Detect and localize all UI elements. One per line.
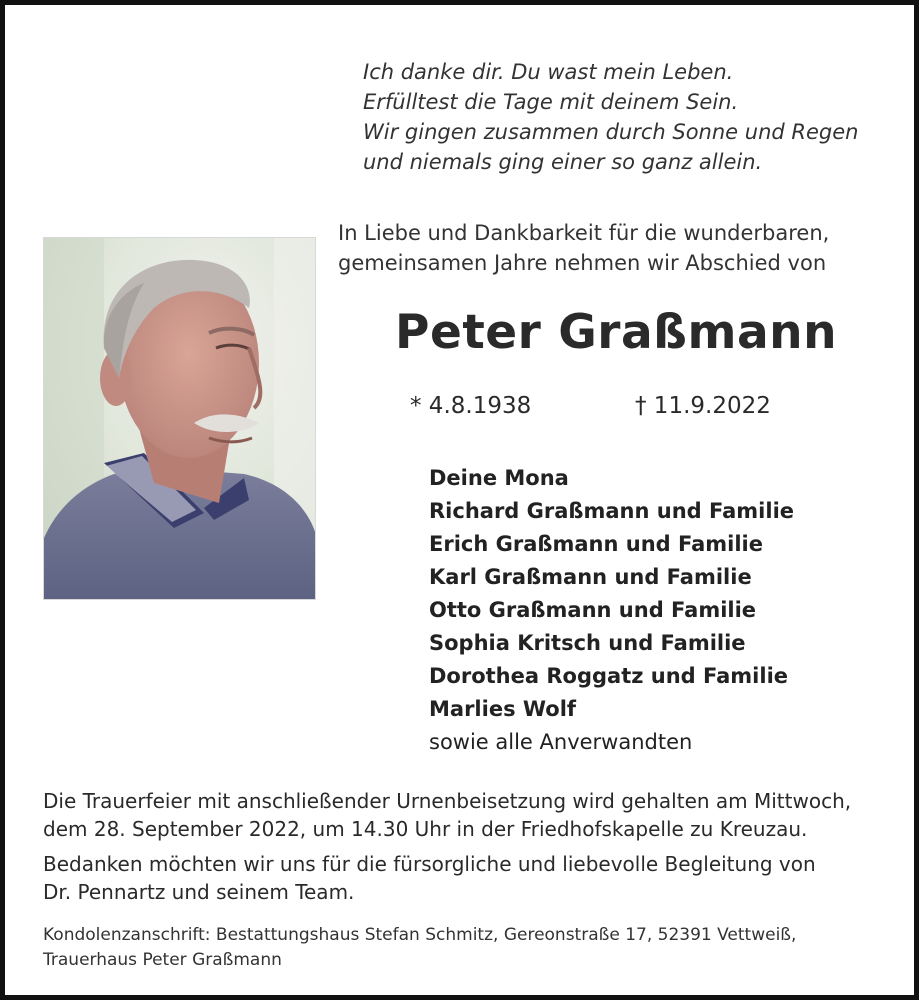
poem-line: Wir gingen zusammen durch Sonne und Regen — [363, 120, 859, 144]
condolence-line: Kondolenzanschrift: Bestattungshaus Stefan Schmitz, Gereonstraße 17, 52391 Vettweiß, — [43, 925, 797, 945]
portrait-photo — [43, 237, 316, 600]
mourner: Erich Graßmann und Familie — [429, 532, 763, 556]
thanks-text — [43, 850, 903, 906]
mourner: Deine Mona — [429, 466, 569, 490]
intro-text — [338, 218, 878, 278]
thanks-line: Dr. Pennartz und seinem Team. — [43, 880, 355, 904]
mourner: Dorothea Roggatz und Familie — [429, 664, 789, 688]
death-date: † 11.9.2022 — [635, 393, 771, 419]
poem-line: und niemals ging einer so ganz allein. — [363, 150, 763, 174]
poem-line: Ich danke dir. Du wast mein Leben. — [363, 60, 734, 84]
thanks-line: Bedanken möchten wir uns für die fürsorgliche und liebevolle Begleitung von — [43, 852, 816, 876]
mourner: Marlies Wolf — [429, 697, 577, 721]
service-line: Die Trauerfeier mit anschließender Urnenbeisetzung wird gehalten am Mittwoch, — [43, 789, 852, 813]
deceased-name: Peter Graßmann — [395, 305, 838, 360]
mourner: Otto Graßmann und Familie — [429, 598, 757, 622]
condolence-address — [43, 923, 903, 973]
mourners-list — [429, 462, 794, 759]
condolence-line: Trauerhaus Peter Graßmann — [43, 950, 282, 970]
relatives-line: sowie alle Anverwandten — [429, 730, 693, 754]
service-line: dem 28. September 2022, um 14.30 Uhr in der Friedhofskapelle zu Kreuzau. — [43, 817, 808, 841]
birth-date: * 4.8.1938 — [410, 393, 532, 419]
mourner: Sophia Kritsch und Familie — [429, 631, 746, 655]
intro-line: In Liebe und Dankbarkeit für die wunderbaren, — [338, 221, 830, 245]
mourner: Karl Graßmann und Familie — [429, 565, 752, 589]
mourner: Richard Graßmann und Familie — [429, 499, 795, 523]
intro-line: gemeinsamen Jahre nehmen wir Abschied von — [338, 251, 827, 275]
service-info — [43, 787, 903, 843]
poem-line: Erfülltest die Tage mit deinem Sein. — [363, 90, 739, 114]
poem — [363, 57, 858, 177]
